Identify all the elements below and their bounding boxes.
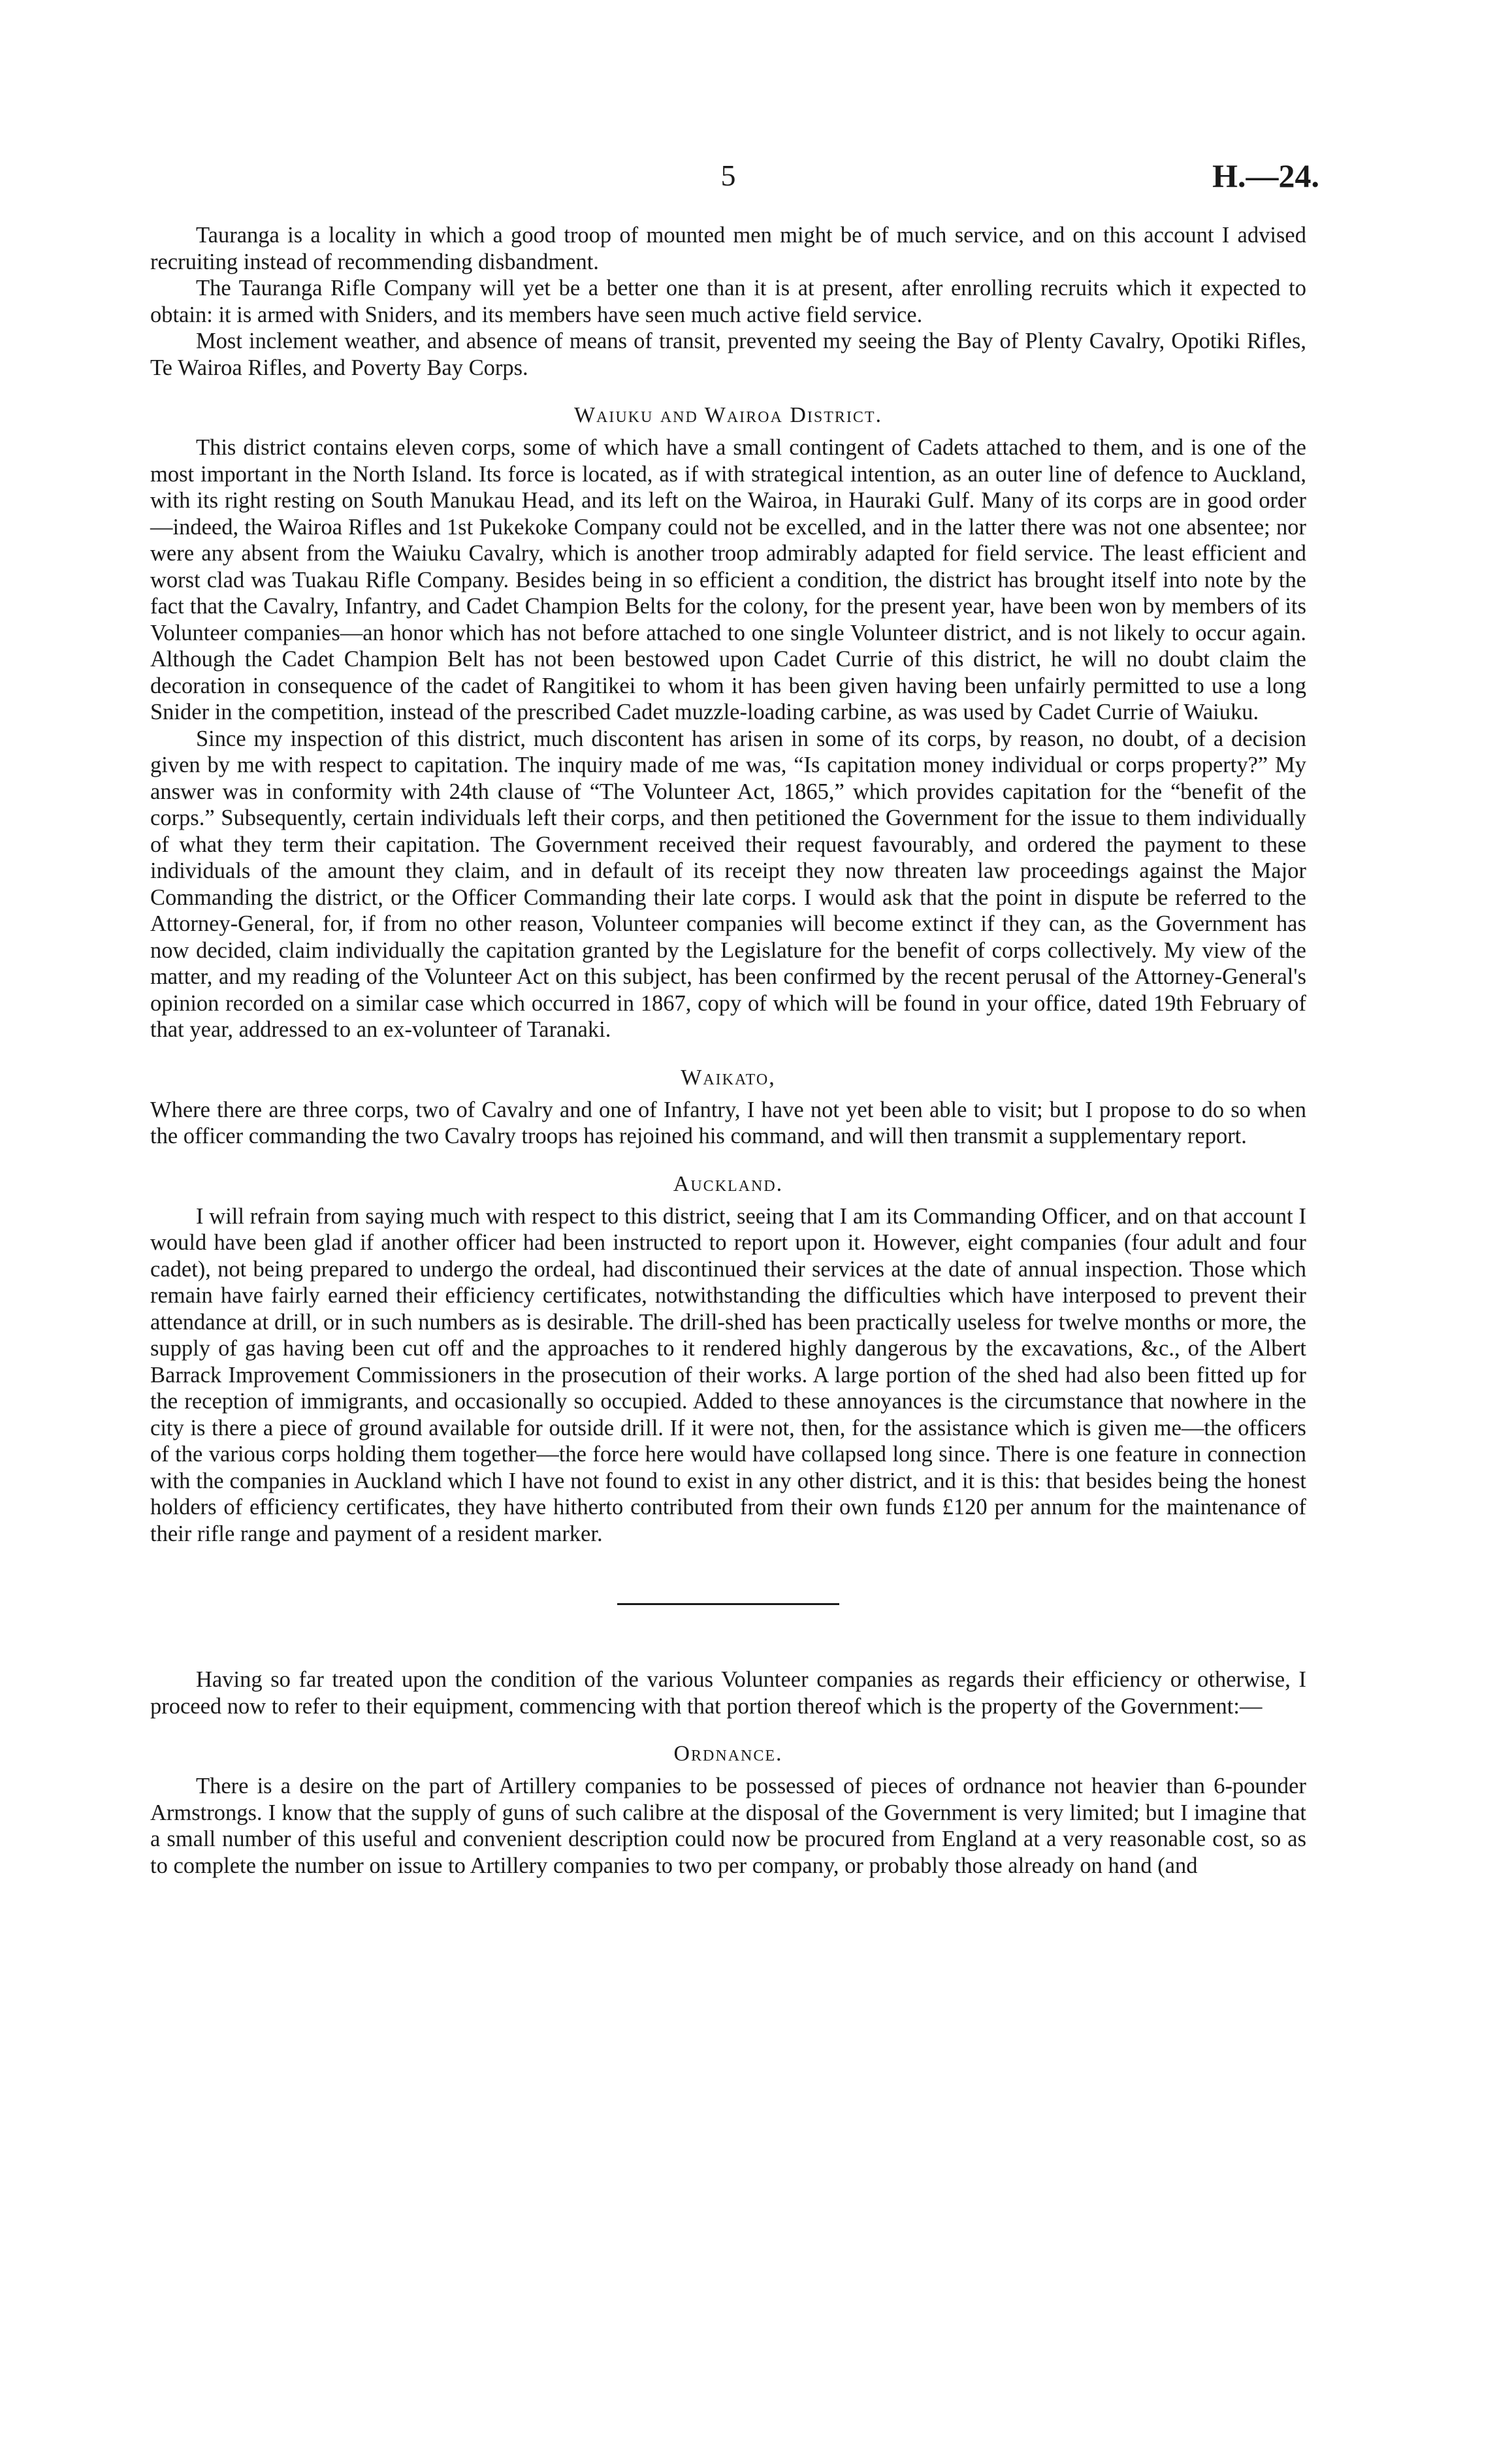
document-reference: H.—24. [1212,157,1319,194]
waiuku-section [150,403,1306,1043]
paragraph: Most inclement weather, and absence of means of transit, prevented my seeing the Bay of Plenty Cavalry, Opotiki Rifles, Te Wairoa Rifles, and Poverty Bay Corps. [150,329,1306,380]
section-heading: Auckland. [673,1171,784,1196]
paragraph: Having so far treated upon the condition of the various Volunteer companies as regards their efficiency or otherwise, I proceed now to refer to their equipment, commencing with that portion thereof which is the property of the Government:— [150,1667,1306,1719]
tauranga-section [150,222,1306,381]
waikato-section [150,1065,1306,1150]
section-divider [617,1603,839,1605]
page-number: 5 [720,159,736,192]
document-page [150,157,1319,1879]
section-heading: Waikato, [681,1065,776,1090]
page-header [150,157,1319,203]
section-heading: Waiuku and Wairoa District. [573,403,883,427]
section-heading: Ordnance. [673,1742,783,1766]
paragraph: The Tauranga Rifle Company will yet be a better one than it is at present, after enrolling recruits which it expected to obtain: it is armed with Sniders, and its members have seen much active field service. [150,276,1306,327]
auckland-section [150,1172,1306,1548]
ordnance-section [150,1742,1306,1879]
paragraph: Tauranga is a locality in which a good troop of mounted men might be of much service, and on this account I advised recruiting instead of recommending disbandment. [150,223,1306,274]
paragraph: There is a desire on the part of Artillery companies to be possessed of pieces of ordnance not heavier than 6-pounder Armstrongs. I know that the supply of guns of such calibre at the disposal of the Government is very limited; but I imagine that a small number of this useful and convenient description could now be procured from England at a very reasonable cost, so as to complete the number on issue to Artillery companies to two per company, or probably those already on hand (and [150,1774,1306,1878]
paragraph: I will refrain from saying much with respect to this district, seeing that I am its Commanding Officer, and on that account I would have been glad if another officer had been instructed to report upon it. However, eight companies (four adult and four cadet), not being prepared to undergo the ordeal, had discontinued their services at the date of annual inspection. Those which remain have fairly earned their efficiency certificates, notwithstanding the difficulties which have interposed to prevent their attendance at drill, or in such numbers as is desirable. The drill-shed has been practically useless for twelve months or more, the supply of gas having been cut off and the approaches to it rendered highly dangerous by the excavations, &c., of the Albert Barrack Improvement Commissioners in the prosecution of their works. A large portion of the shed had also been fitted up for the reception of immigrants, and occasionally so occupied. Added to these annoyances is the circumstance that nowhere in the city is there a piece of ground available for outside drill. If it were not, then, for the assistance which is given me—the officers of the various corps holding them together—the force here would have collapsed long since. There is one feature in connection with the companies in Auckland which I have not found to exist in any other district, and it is this: that besides being the honest holders of efficiency certificates, they have hitherto contributed from their own funds £120 per annum for the maintenance of their rifle range and payment of a resident marker. [150,1203,1306,1546]
paragraph: Where there are three corps, two of Cavalry and one of Infantry, I have not yet been able to visit; but I propose to do so when the officer commanding the two Cavalry troops has rejoined his command, and will then transmit a supplementary report. [150,1097,1306,1148]
paragraph: This district contains eleven corps, some of which have a small contingent of Cadets attached to them, and is one of the most important in the North Island. Its force is located, as if with strategical intention, as an outer line of defence to Auckland, with its right resting on South Manukau Head, and its left on the Wairoa, in Hauraki Gulf. Many of its corps are in good order—indeed, the Wairoa Rifles and 1st Pukekoke Company could not be excelled, and in the latter there was not one absentee; nor were any absent from the Waiuku Cavalry, which is another troop admirably adapted for field service. The least efficient and worst clad was Tuakau Rifle Company. Besides being in so efficient a condition, the district has brought itself into note by the fact that the Cavalry, Infantry, and Cadet Champion Belts for the colony, for the present year, have been won by members of its Volunteer companies—an honor which has not before attached to one single Volunteer district, and is not likely to occur again. Although the Cadet Champion Belt has not been bestowed upon Cadet Currie of this district, he will no doubt claim the decoration in consequence of the cadet of Rangitikei to whom it has been given having been unfairly permitted to use a long Snider in the competition, instead of the prescribed Cadet muzzle-loading carbine, as was used by Cadet Currie of Waiuku. [150,435,1306,724]
equipment-intro [150,1666,1306,1719]
paragraph: Since my inspection of this district, much discontent has arisen in some of its corps, by reason, no doubt, of a decision given by me with respect to capitation. The inquiry made of me was, “Is capitation money individual or corps property?” My answer was in conformity with 24th clause of “The Volunteer Act, 1865,” which provides capitation for the “benefit of the corps.” Subsequently, certain individuals left their corps, and then petitioned the Government for the issue to them individually of what they term their capitation. The Government received their request favourably, and ordered the payment to these individuals of the amount they claim, and in default of its receipt they now threaten law proceedings against the Major Commanding the district, or the Officer Commanding their late corps. I would ask that the point in dispute be referred to the Attorney-General, for, if from no other reason, Volunteer companies will become extinct if they can, as the Government has now decided, claim individually the capitation granted by the Legislature for the benefit of corps collectively. My view of the matter, and my reading of the Volunteer Act on this subject, has been confirmed by the recent perusal of the Attorney-General's opinion recorded on a similar case which occurred in 1867, copy of which will be found in your office, dated 19th February of that year, addressed to an ex-volunteer of Taranaki. [150,726,1306,1042]
